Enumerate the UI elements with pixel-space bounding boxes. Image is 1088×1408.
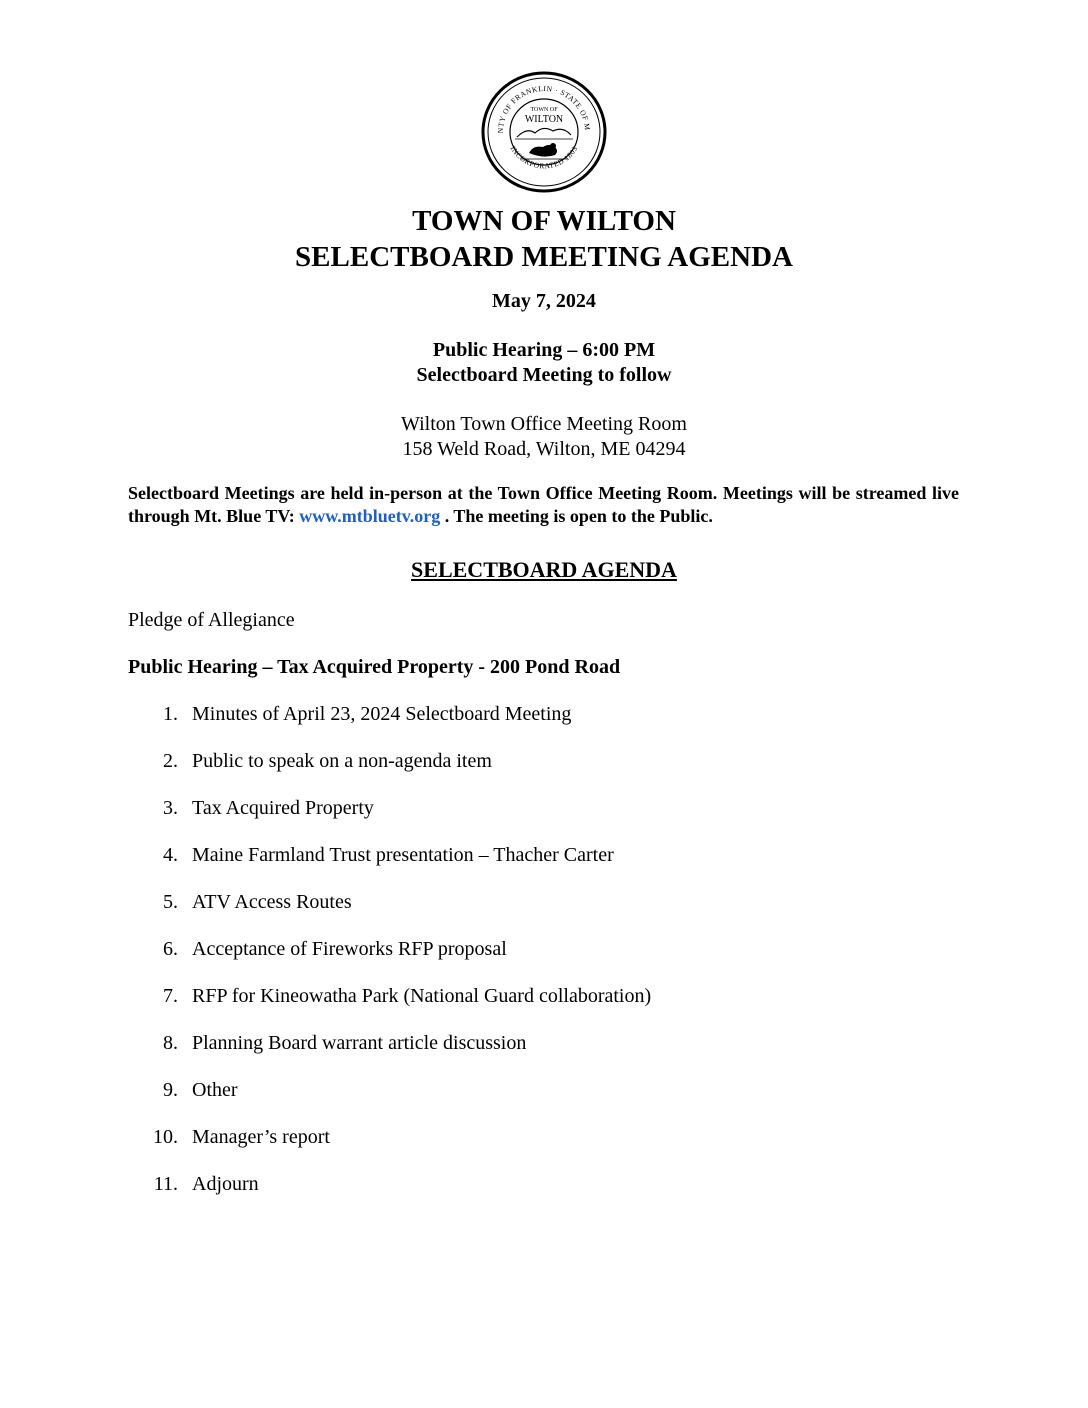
notice-text-after: . The meeting is open to the Public. (440, 506, 713, 526)
agenda-item-text: Minutes of April 23, 2024 Selectboard Meeting (192, 703, 572, 725)
agenda-heading-text: SELECTBOARD AGENDA (411, 557, 677, 582)
town-seal (481, 71, 607, 193)
agenda-item-number: 7. (163, 985, 178, 1007)
agenda-item-number: 2. (163, 750, 178, 772)
meeting-follow: Selectboard Meeting to follow (416, 364, 672, 386)
pledge-item: Pledge of Allegiance (128, 609, 295, 631)
agenda-item-text: Other (192, 1079, 238, 1101)
agenda-item-number: 6. (163, 938, 178, 960)
agenda-item-number: 3. (163, 797, 178, 819)
agenda-item-text: Public to speak on a non-agenda item (192, 750, 492, 772)
agenda-item-number: 4. (163, 844, 178, 866)
seal-center-large-text: WILTON (524, 114, 564, 125)
meeting-date: May 7, 2024 (492, 290, 596, 312)
seal-bottom-arc-text: INCORPORATED 1803 (508, 144, 580, 171)
meeting-location (0, 412, 1088, 462)
agenda-item-text: Adjourn (192, 1173, 259, 1195)
agenda-item-text: RFP for Kineowatha Park (National Guard collaboration) (192, 985, 652, 1007)
agenda-item-number: 1. (163, 703, 178, 725)
agenda-item-text: Acceptance of Fireworks RFP proposal (192, 938, 507, 960)
agenda-item-number: 8. (163, 1032, 178, 1054)
agenda-item-number: 5. (163, 891, 178, 913)
page-title-line1: TOWN OF WILTON (412, 205, 676, 237)
agenda-item-text: Planning Board warrant article discussion (192, 1032, 527, 1054)
agenda-item-text: Maine Farmland Trust presentation – Thacher Carter (192, 844, 614, 866)
page-title-line2: SELECTBOARD MEETING AGENDA (295, 241, 793, 273)
hearing-time: Public Hearing – 6:00 PM (432, 339, 656, 361)
meeting-schedule (0, 338, 1088, 388)
location-name: Wilton Town Office Meeting Room (401, 413, 687, 435)
agenda-item-number: 11. (153, 1173, 178, 1195)
location-address: 158 Weld Road, Wilton, ME 04294 (402, 438, 686, 460)
agenda-item-text: Tax Acquired Property (192, 797, 374, 819)
public-hearing-item: Public Hearing – Tax Acquired Property - 200 Pond Road (128, 656, 621, 678)
notice-text-before: Selectboard Meetings are held in-person at the Town Office Meeting Room. Meetings will be streamed live through Mt. Blue TV: (128, 483, 959, 526)
agenda-item-text: ATV Access Routes (192, 891, 352, 913)
agenda-heading (0, 556, 1088, 584)
meeting-notice (128, 482, 959, 528)
agenda-item-text: Manager’s report (192, 1126, 330, 1148)
seal-top-arc-text: NTY OF FRANKLIN · STATE OF M (495, 83, 593, 134)
agenda-item-number: 10. (153, 1126, 178, 1148)
seal-center-small-text: TOWN OF (530, 107, 558, 113)
town-seal-graphic (481, 71, 607, 193)
mtbluetv-link[interactable]: www.mtbluetv.org (299, 506, 441, 526)
agenda-item-number: 9. (163, 1079, 178, 1101)
